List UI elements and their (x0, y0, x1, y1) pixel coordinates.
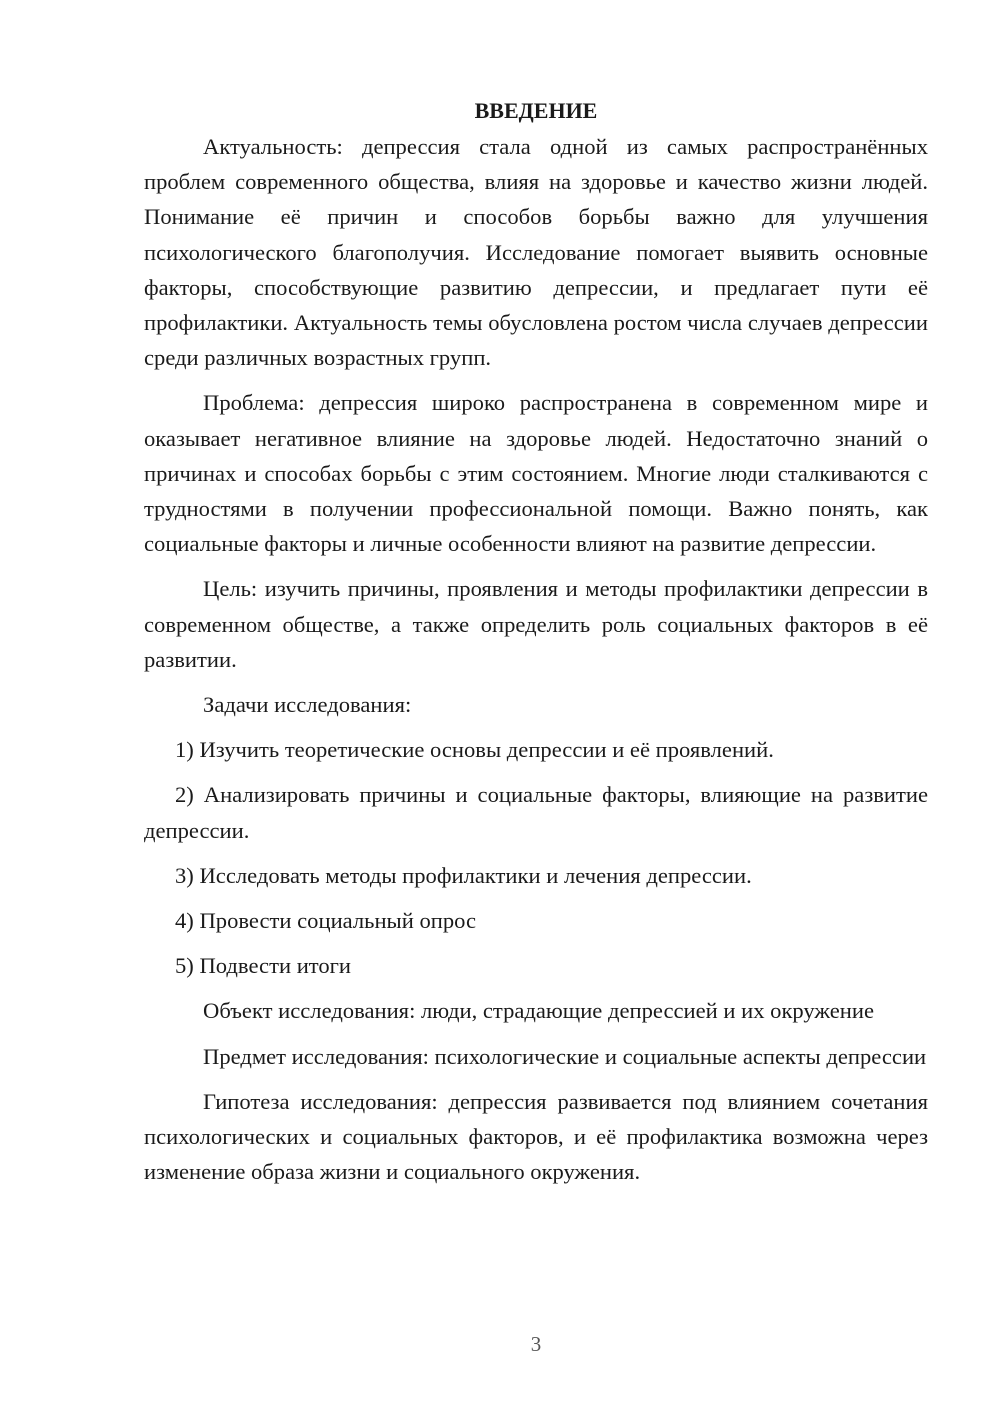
tasks-list (144, 732, 928, 983)
task-item-4: 4) Провести социальный опрос (175, 908, 477, 934)
task-item-2: 2) Анализировать причины и социальные факторы, влияющие на развитие депрессии. (144, 782, 928, 843)
page-content (144, 93, 928, 1199)
section-heading: ВВЕДЕНИЕ (474, 98, 598, 123)
problem-paragraph: Проблема: депрессия широко распространена в современном мире и оказывает негативное влияние на здоровье людей. Недостаточно знаний о причинах и способах борьбы с этим состоянием. Многие люди сталкиваются с трудностями в получении профессиональной помощи. Важно понять, как социальные факторы и личные особенности влияют на развитие депрессии. (144, 390, 928, 557)
tasks-title: Задачи исследования: (203, 692, 412, 718)
task-item-1: 1) Изучить теоретические основы депрессии и её проявлений. (175, 737, 774, 763)
page-number: 3 (530, 1332, 542, 1356)
object-paragraph: Объект исследования: люди, страдающие депрессией и их окружение (203, 998, 874, 1024)
task-item-5: 5) Подвести итоги (175, 953, 352, 979)
hypothesis-paragraph: Гипотеза исследования: депрессия развивается под влиянием сочетания психологических и социальных факторов, и её профилактика возможна через изменение образа жизни и социального окружения. (144, 1088, 928, 1185)
relevance-paragraph: Актуальность: депрессия стала одной из самых распространённых проблем современного общества, влияя на здоровье и качество жизни людей. Понимание её причин и способов борьбы важно для улучшения психологического благополучия. Исследование помогает выявить основные факторы, способствующие развитию депрессии, и предлагает пути её профилактики. Актуальность темы обусловлена ростом числа случаев депрессии среди различных возрастных групп. (144, 134, 928, 371)
task-item-3: 3) Исследовать методы профилактики и лечения депрессии. (175, 862, 752, 888)
subject-paragraph: Предмет исследования: психологические и социальные аспекты депрессии (203, 1043, 927, 1069)
goal-paragraph: Цель: изучить причины, проявления и методы профилактики депрессии в современном обществе, а также определить роль социальных факторов в её развитии. (144, 576, 928, 672)
